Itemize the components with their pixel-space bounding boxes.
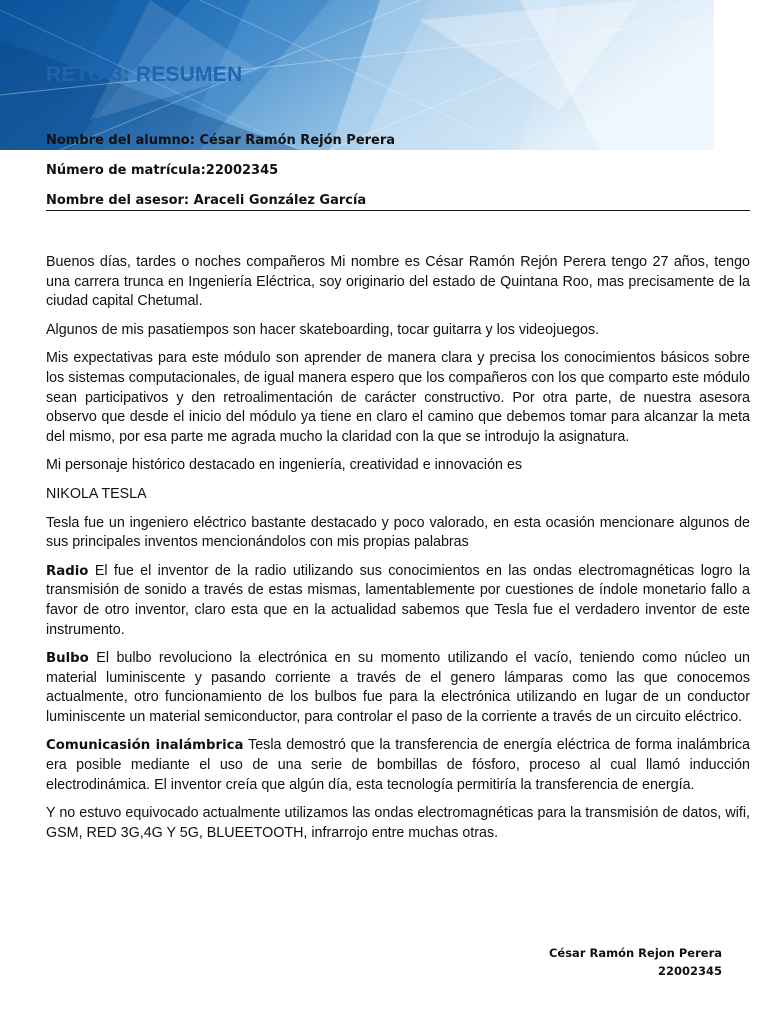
radio-term: Radio xyxy=(46,563,89,579)
intro-paragraph: Buenos días, tardes o noches compañeros Mi nombre es César Ramón Rejón Perera tengo 27 años, tengo una carrera trunca en Ingeniería Eléctrica, soy originario del estado de Quintana Roo, mas precisamente de la ciudad capital Chetumal. xyxy=(46,254,750,310)
student-info xyxy=(46,131,750,221)
bulbo-term: Bulbo xyxy=(46,651,89,667)
document-body xyxy=(46,253,750,852)
signature-block xyxy=(549,944,722,980)
expectations-paragraph: Mis expectativas para este módulo son aprender de manera clara y precisa los conocimientos básicos sobre los sistemas computacionales, de igual manera espero que los compañeros con los que comparto este módulo sean participativos y den retroalimentación de carácter constructivo. Por otra parte, de nuestra asesora observo que desde el inicio del módulo ya tiene en claro el camino que debemos tomar para alcanzar la meta del mismo, por esa parte me agrada mucho la claridad con la que se introdujo la asignatura. xyxy=(46,350,750,445)
historic-figure-paragraph: Mi personaje histórico destacado en ingeniería, creatividad e innovación es xyxy=(46,457,523,474)
radio-paragraph xyxy=(46,562,750,640)
hobbies-paragraph: Algunos de mis pasatiempos son hacer skateboarding, tocar guitarra y los videojuegos. xyxy=(46,321,600,338)
closing-paragraph: Y no estuvo equivocado actualmente utilizamos las ondas electromagnéticas para la transmisión de datos, wifi, GSM, RED 3G,4G Y 5G, BLUEETOOTH, infrarrojo entre muchas otras. xyxy=(46,805,750,841)
bulbo-paragraph xyxy=(46,649,750,727)
enrollment-number: Número de matrícula:22002345 xyxy=(46,163,279,178)
wireless-term: Comunicasión inalámbrica xyxy=(46,738,244,754)
advisor-name: Nombre del asesor: Araceli González García xyxy=(46,193,367,208)
radio-text: El fue el inventor de la radio utilizando sus conocimientos en las ondas electromagnéticas logro la transmisión de sonido a través de estas mismas, lamentablemente por cuestiones de índole monetario fallo a favor de otro inventor, claro esta que en la actualidad sabemos que Tesla fue el verdadero inventor de este instrumento. xyxy=(46,562,750,638)
wireless-paragraph xyxy=(46,736,750,795)
wireless-text: Tesla demostró que la transferencia de energía eléctrica de forma inalámbrica era posible mediante el uso de una serie de bombillas de fósforo, proceso al cual llamó inducción electrodinámica. El inventor creía que algún día, esta tecnología permitiría la transferencia de energía. xyxy=(46,737,750,793)
figure-name: NIKOLA TESLA xyxy=(46,485,147,502)
signature-name: César Ramón Rejon Perera xyxy=(548,946,722,960)
page-title: RETO 3: RESUMEN xyxy=(46,63,243,86)
signature-id: 22002345 xyxy=(657,964,722,978)
header-divider xyxy=(46,210,750,211)
bulbo-text: El bulbo revoluciono la electrónica en su momento utilizando el vacío, teniendo como núcleo un material luminiscente y pasando corriente a través de el genero lámparas como las que conocemos actualmente, otro funcionamiento de los bulbos fue para la electrónica utilizando en lugar de un conductor luminiscente un material semiconductor, para controlar el paso de la corriente a través de un circuito eléctrico. xyxy=(46,650,750,725)
student-name: Nombre del alumno: César Ramón Rejón Perera xyxy=(46,133,396,148)
tesla-intro-paragraph: Tesla fue un ingeniero eléctrico bastante destacado y poco valorado, en esta ocasión mencionare algunos de sus principales inventos mencionándolos con mis propias palabras xyxy=(46,514,750,551)
